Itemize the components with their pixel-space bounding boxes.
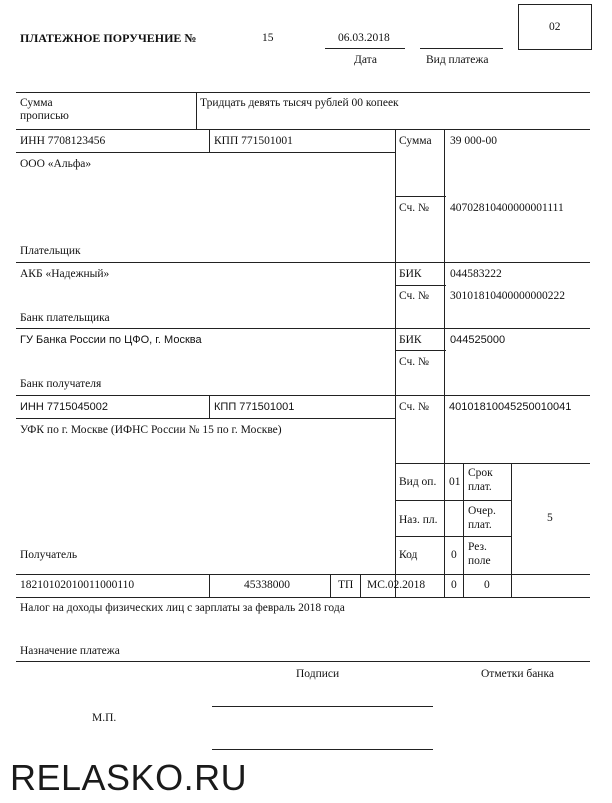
payer-inn-line	[16, 152, 395, 153]
tax-row-divider-2	[330, 574, 331, 597]
payer-label: Плательщик	[20, 245, 81, 257]
date-label: Дата	[354, 54, 377, 66]
payer-bank-bik-label: БИК	[399, 268, 422, 280]
purpose-bottom-line	[16, 661, 590, 662]
payer-bank-account-value: 30101810400000000222	[450, 290, 565, 302]
kod-value: 0	[451, 549, 457, 561]
payer-account-label: Сч. №	[399, 202, 430, 214]
recipient-label: Получатель	[20, 549, 78, 561]
payer-inn-kpp-divider	[209, 129, 210, 152]
amount-words-bottom-line	[16, 129, 590, 130]
payment-purpose-text: Налог на доходы физических лиц с зарплаты за февраль 2018 года	[20, 602, 345, 614]
order-number: 15	[262, 32, 274, 44]
order-date: 06.03.2018	[338, 32, 390, 44]
payment-type-label: Вид платежа	[426, 54, 489, 66]
res-label-1: Рез.	[468, 541, 487, 553]
bank-marks-label: Отметки банка	[481, 668, 554, 680]
payer-bank-bottom-line	[16, 328, 590, 329]
label-column-divider	[444, 129, 445, 597]
recipient-inn: ИНН 7715045002	[20, 401, 109, 413]
amount-words-label: Сумма прописью	[20, 97, 69, 123]
tax-row-divider-3	[360, 574, 361, 597]
payer-bank-name: АКБ «Надежный»	[20, 268, 110, 280]
recipient-inn-kpp-divider	[209, 395, 210, 418]
res-label-2: поле	[468, 555, 491, 567]
srok-label-2: плат.	[468, 481, 492, 493]
recipient-account-label: Сч. №	[399, 401, 430, 413]
ocher-label-2: плат.	[468, 519, 492, 531]
operation-value-divider	[463, 463, 464, 597]
main-column-divider	[395, 129, 396, 597]
sum-account-separator	[395, 196, 446, 197]
payer-inn: ИНН 7708123456	[20, 135, 106, 147]
form-code: 02	[549, 21, 561, 33]
recipient-bank-bik-value: 044525000	[450, 334, 506, 346]
recipient-name: УФК по г. Москве (ИФНС России № 15 по г. Москве)	[20, 424, 282, 436]
tax-period: МС.02.2018	[367, 579, 426, 591]
amount-words-divider	[196, 92, 197, 129]
ocher-label-1: Очер.	[468, 505, 496, 517]
recipient-account-value: 40101810045250010041	[449, 401, 572, 413]
tax-basis: ТП	[338, 579, 354, 591]
tax-oktmo: 45338000	[244, 579, 290, 591]
payer-bank-bik-value: 044583222	[450, 268, 502, 280]
payment-purpose-label: Назначение платежа	[20, 645, 120, 657]
operation-block-top-line	[395, 463, 590, 464]
recipient-bank-bottom-line	[16, 395, 590, 396]
recipient-inn-line	[16, 418, 395, 419]
payer-sum-value: 39 000-00	[450, 135, 497, 147]
recipient-bank-bik-separator	[395, 350, 446, 351]
payer-bank-label: Банк плательщика	[20, 312, 110, 324]
document-title: ПЛАТЕЖНОЕ ПОРУЧЕНИЕ №	[20, 31, 197, 45]
kod-label: Код	[399, 549, 418, 561]
recipient-kpp: КПП 771501001	[214, 401, 295, 413]
payer-bank-bik-separator	[395, 285, 446, 286]
payer-bank-account-label: Сч. №	[399, 290, 430, 302]
amount-words-value: Тридцать девять тысяч рублей 00 копеек	[200, 97, 399, 109]
tax-doc-number: 0	[451, 579, 457, 591]
payment-type-underline	[420, 48, 503, 49]
operation-row-2-line	[395, 536, 511, 537]
payer-sum-label: Сумма	[399, 135, 432, 147]
ocher-value: 5	[547, 512, 553, 524]
tax-row-divider-1	[209, 574, 210, 597]
naz-pl-label: Наз. пл.	[399, 514, 438, 526]
site-watermark: RELASKO.RU	[10, 757, 248, 798]
recipient-bank-label: Банк получателя	[20, 378, 102, 390]
payer-account-value: 40702810400000001111	[450, 202, 564, 214]
payer-bottom-line	[16, 262, 590, 263]
operation-right-divider	[511, 463, 512, 597]
date-underline	[325, 48, 405, 49]
signatures-label: Подписи	[296, 668, 340, 680]
vid-op-value: 01	[449, 476, 461, 488]
tax-doc-date: 0	[484, 579, 490, 591]
recipient-bank-name: ГУ Банка России по ЦФО, г. Москва	[20, 334, 202, 346]
tax-kbk: 18210102010011000110	[20, 579, 135, 591]
vid-op-label: Вид оп.	[399, 476, 437, 488]
signature-line-2	[212, 749, 433, 750]
signature-line-1	[212, 706, 433, 707]
payer-name: ООО «Альфа»	[20, 158, 92, 170]
payer-kpp: КПП 771501001	[214, 135, 293, 147]
table-top-line	[16, 92, 590, 93]
srok-label-1: Срок	[468, 467, 493, 479]
stamp-label: М.П.	[92, 712, 117, 724]
tax-row-top-line	[16, 574, 590, 575]
form-code-box	[518, 4, 592, 50]
recipient-bank-account-label: Сч. №	[399, 356, 430, 368]
tax-row-bottom-line	[16, 597, 590, 598]
recipient-bank-bik-label: БИК	[399, 334, 422, 346]
operation-row-1-line	[395, 500, 511, 501]
